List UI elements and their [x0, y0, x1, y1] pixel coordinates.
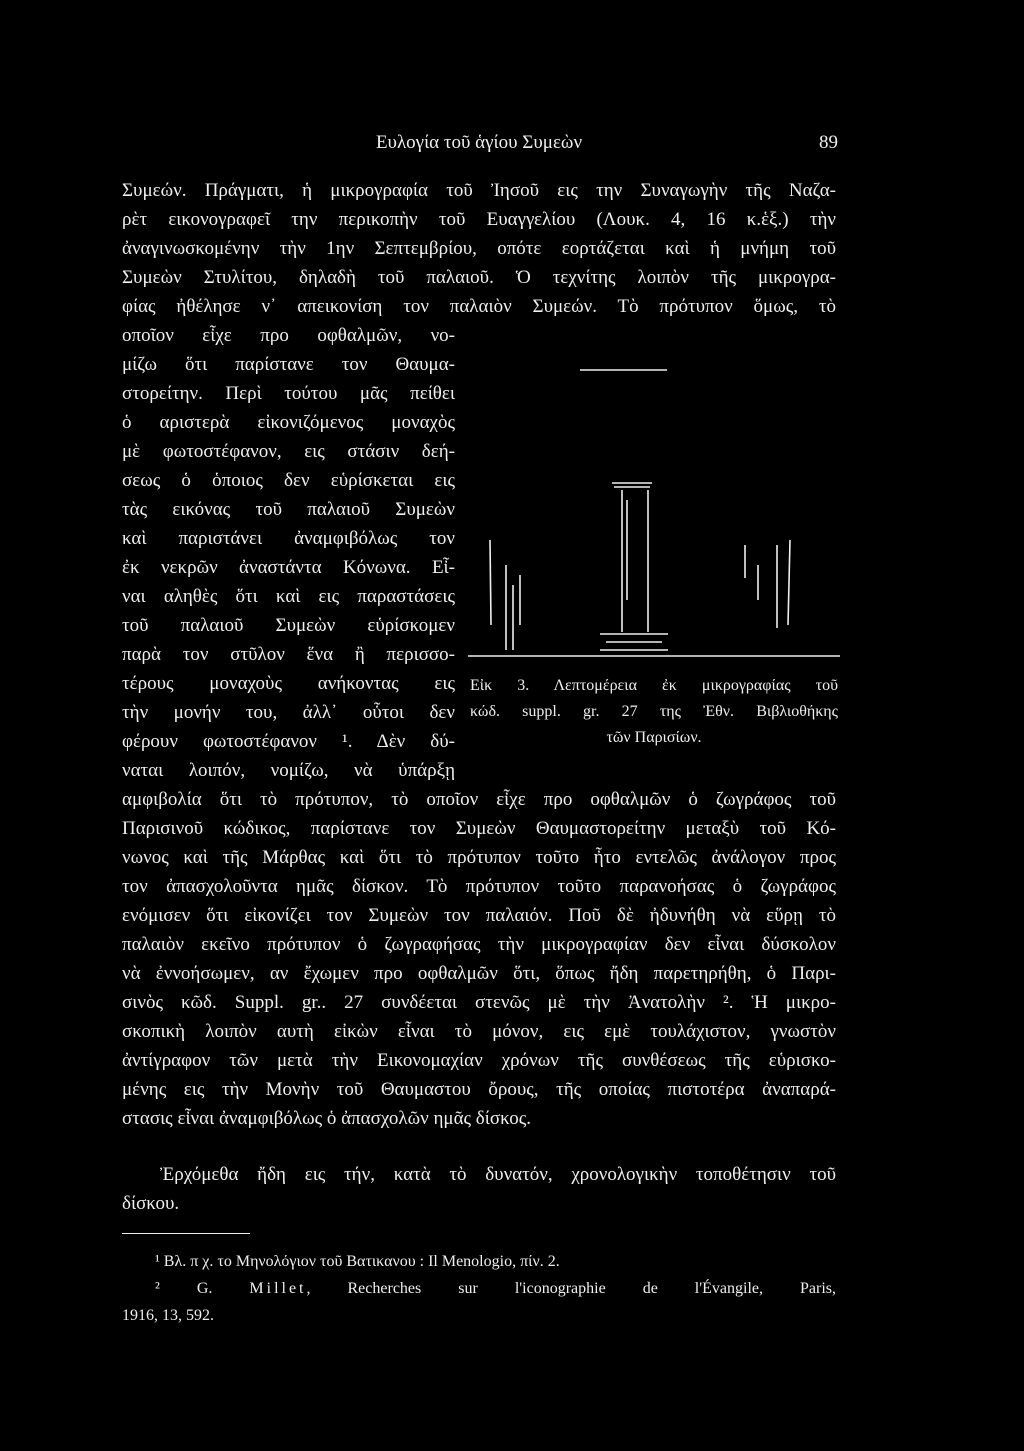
text-line: ναι αληθὲς ὅτι καὶ εις παραστάσεις [122, 586, 455, 607]
page-number: 89 [819, 132, 838, 153]
text-line: ἀναγινωσκομένην τὴν 1ην Σεπτεμβρίου, οπότε εορτάζεται καὶ ἡ μνήμη τοῦ [122, 238, 836, 259]
text-line: τον ἀπασχολοῦντα ημᾶς δίσκον. Τὸ πρότυπον τοῦτο παρανοήσας ὁ ζωγράφος [122, 876, 836, 897]
text-line: τέρους μοναχοὺς ανήκοντας εις [122, 673, 455, 694]
text-line: ἀντίγραφον τῶν μετὰ τὴν Εικονομαχίαν χρόνων τῆς συνθέσεως τῆς εὑρισκο- [122, 1050, 836, 1071]
text-line: τοῦ παλαιοῦ Συμεὼν εὑρίσκομεν [122, 615, 455, 636]
footnote-1: ¹ Βλ. π χ. το Μηνολόγιον τοῦ Βατικανου : Il Menologio, πίν. 2. [155, 1253, 560, 1270]
text-line: αμφιβολία ὅτι τὸ πρότυπον, τὸ οποῖον εἶχε προ οφθαλμῶν ὁ ζωγράφος τοῦ [122, 789, 836, 810]
figure-caption-line: τῶν Παρισίων. [606, 729, 702, 746]
footnote-author-surname: Millet [249, 1280, 307, 1297]
text-line: μίζω ὅτι παρίστανε τον Θαυμα- [122, 354, 455, 375]
right-figure-stroke [788, 540, 790, 625]
footnote-marker: ² [155, 1280, 160, 1297]
text-line: μὲ φωτοστέφανον, εις στάσιν δεή- [122, 441, 455, 462]
footnote-author-initial: G. [196, 1280, 213, 1297]
footnote-2-continuation: 1916, 13, 592. [122, 1307, 214, 1324]
footnote-2 [155, 1275, 836, 1302]
text-line: τὰς εικόνας τοῦ παλαιοῦ Συμεὼν [122, 499, 455, 520]
text-line: ὁ αριστερὰ εἰκονιζόμενος μοναχὸς [122, 412, 455, 433]
text-line: ρὲτ εικονογραφεῖ την περικοπὴν τοῦ Ευαγγελίου (Λουκ. 4, 16 κ.ἑξ.) τὴν [122, 209, 836, 230]
text-line: Παρισινοῦ κώδικος, παρίστανε τον Συμεὼν Θαυμαστορείτην μεταξὺ τοῦ Κό- [122, 818, 836, 839]
running-title: Ευλογία τοῦ ἁγίου Συμεὼν [375, 132, 583, 153]
text-line: φίας ἠθέλησε ν᾽ απεικονίση τον παλαιὸν Συμεών. Τὸ πρότυπον ὅμως, τὸ [122, 296, 836, 317]
text-line: Συμεὼν Στυλίτου, δηλαδὴ τοῦ παλαιοῦ. Ὁ τεχνίτης λοιπὸν τῆς μικρογρα- [122, 267, 836, 288]
text-line: παλαιὸν εκεῖνο πρότυπον ὁ ζωγραφήσας τὴν μικρογραφίαν δεν εἶναι δύσκολον [122, 934, 836, 955]
footnote-rule [122, 1233, 250, 1234]
text-line: Ἐρχόμεθα ἤδη εις τήν, κατὰ τὸ δυνατόν, χρονολογικὴν τοποθέτησιν τοῦ [160, 1164, 836, 1185]
text-line: νὰ ἐννοήσωμεν, αν ἔχωμεν προ οφθαλμῶν ὅτι, ὅπως ἤδη παρετηρήθη, ὁ Παρι- [122, 963, 836, 984]
footnote-reference-text: , Recherches sur l'iconographie de l'Évangile, Paris, [306, 1280, 837, 1297]
text-line: νωνος καὶ τῆς Μάρθας καὶ ὅτι τὸ πρότυπον τοῦτο ἦτο εντελῶς ἀνάλογον προς [122, 847, 836, 868]
text-line: οποῖον εἶχε προ οφθαλμῶν, νο- [122, 325, 455, 346]
text-line: Συμεών. Πράγματι, ἡ μικρογραφία τοῦ Ἰησοῦ εις την Συναγωγὴν τῆς Ναζα- [122, 180, 836, 201]
text-line: σινὸς κῶδ. Suppl. gr.. 27 συνδέεται στενῶς μὲ τὴν Ἀνατολὴν ². Ἡ μικρο- [122, 992, 836, 1013]
figure-illustration [460, 330, 850, 670]
text-line: ενόμισεν ὅτι εἰκονίζει τον Συμεὼν τον παλαιόν. Ποῦ δὲ ἠδυνήθη νὰ εὕρῃ τὸ [122, 905, 836, 926]
text-line: παρὰ τον στῦλον ἕνα ἢ περισσο- [122, 644, 455, 665]
text-line: ἐκ νεκρῶν ἀναστάντα Κόνωνα. Εἶ- [122, 557, 455, 578]
text-line: μένης εις τὴν Μονὴν τοῦ Θαυμαστου ὄρους, τῆς οποίας πιστοτέρα ἀναπαρά- [122, 1079, 836, 1100]
text-line: καὶ παριστάνει ἀναμφιβόλως τον [122, 528, 455, 549]
text-line: σκοπικὴ λοιπὸν αυτὴ εἰκὼν εἶναι τὸ μόνον, εις εμὲ τουλάχιστον, γνωστὸν [122, 1021, 836, 1042]
text-line: ναται λοιπόν, νομίζω, νὰ ὑπάρξῃ [122, 760, 455, 781]
text-line: σεως ὁ ὁποιος δεν εὑρίσκεται εις [122, 470, 455, 491]
left-figure-stroke [490, 540, 491, 625]
text-line: στορείτην. Περὶ τούτου μᾶς πείθει [122, 383, 455, 404]
figure-caption-line: Εἰκ 3. Λεπτομέρεια ἐκ μικρογραφίας τοῦ [470, 677, 838, 694]
text-line: φέρουν φωτοστέφανον ¹. Δὲν δύ- [122, 731, 455, 752]
text-line: δίσκου. [122, 1193, 180, 1214]
figure-caption-line: κώδ. suppl. gr. 27 της Ἐθν. Βιβλιοθήκης [470, 703, 838, 720]
text-line: στασις εἶναι ἀναμφιβόλως ὁ ἀπασχολῶν ημᾶς δίσκος. [122, 1108, 532, 1129]
text-line: τὴν μονήν του, ἀλλ᾽ οὗτοι δεν [122, 702, 455, 723]
